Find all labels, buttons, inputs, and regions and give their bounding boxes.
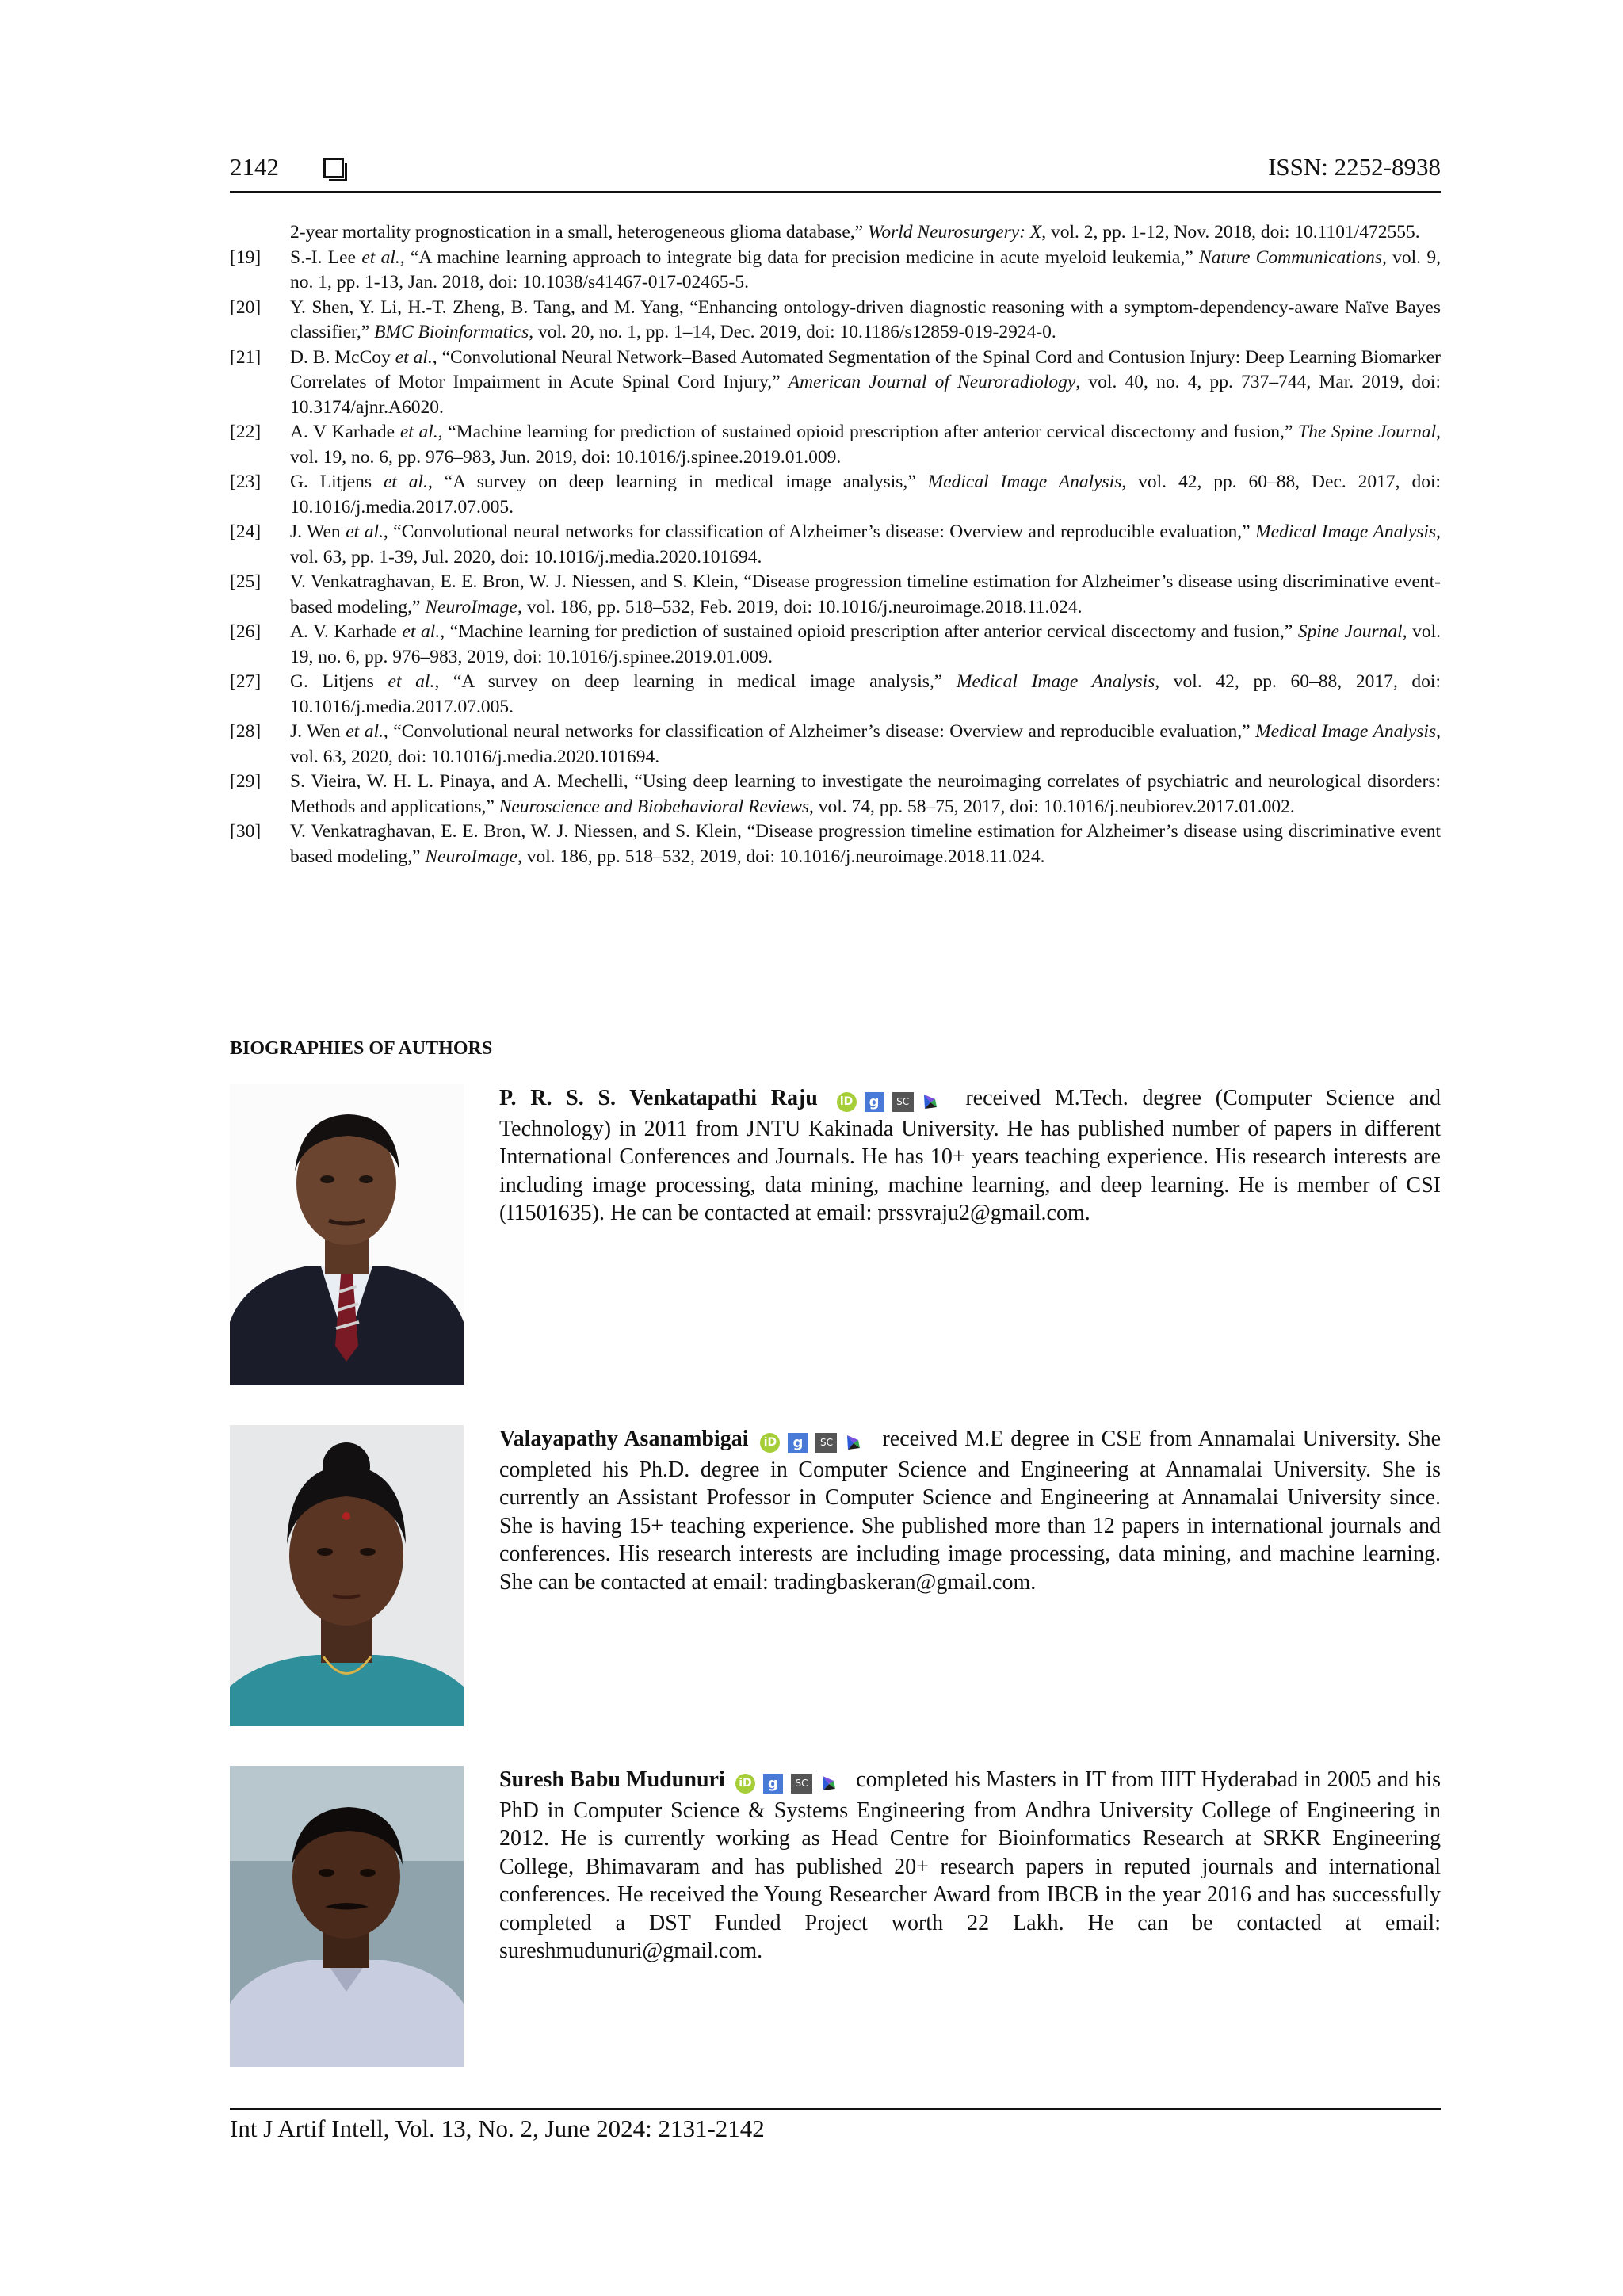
- page-number: 2142: [230, 153, 279, 181]
- reference-item: [230, 819, 1441, 869]
- reference-text: 2-year mortality prognostication in a small, heterogeneous glioma database,” World Neurosurgery: X, vol. 2, pp. 1-12, Nov. 2018, doi: 10.1101/472555.: [290, 222, 1420, 243]
- author-bio-text-1: [499, 1084, 1441, 1228]
- reference-item: [230, 296, 1441, 346]
- google-scholar-icon[interactable]: g: [763, 1774, 783, 1794]
- reference-text: A. V Karhade et al., “Machine learning for prediction of sustained opioid prescription after anterior cervical discectomy and fusion,” The Spine Journal, vol. 19, no. 6, pp. 976–983, Jun. 2019, doi: 10.1016/j.spinee.2019.01.009.: [290, 422, 1441, 468]
- author-bio-text-2: [499, 1425, 1441, 1596]
- author-photo-1: [230, 1084, 464, 1385]
- author-name-3: Suresh Babu Mudunuri: [499, 1767, 725, 1792]
- reference-text: S. Vieira, W. H. L. Pinaya, and A. Mechelli, “Using deep learning to investigate the neuroimaging correlates of psychiatric and neurological disorders: Methods and applications,” Neuroscience and Biobehavioral Reviews, vol. 74, pp. 58–75, 2017, doi: 10.1016/j.neubiorev.2017.01.002.: [290, 771, 1441, 817]
- google-scholar-icon[interactable]: g: [865, 1092, 884, 1112]
- reference-item: [230, 670, 1441, 720]
- author-name-1: P. R. S. S. Venkatapathi Raju: [499, 1086, 818, 1110]
- reference-item: [230, 520, 1441, 570]
- issn-label: ISSN: 2252-8938: [1268, 153, 1441, 181]
- reference-number: [30]: [230, 821, 262, 842]
- reference-item: [230, 770, 1441, 819]
- author-profile-icons-1: [837, 1087, 947, 1115]
- reference-item: [230, 620, 1441, 670]
- reference-number: [20]: [230, 296, 262, 318]
- reference-text: J. Wen et al., “Convolutional neural networks for classification of Alzheimer’s disease: Overview and reproducible evaluation,” Medical Image Analysis, vol. 63, pp. 1-39, Jul. 2020, doi: 10.1016/j.media.2020.101694.: [290, 521, 1441, 567]
- reference-item: [230, 346, 1441, 421]
- footer-citation: Int J Artif Intell, Vol. 13, No. 2, June 2024: 2131-2142: [230, 2115, 765, 2142]
- scopus-icon[interactable]: SC: [791, 1774, 812, 1794]
- reference-text: G. Litjens et al., “A survey on deep learning in medical image analysis,” Medical Image Analysis, vol. 42, pp. 60–88, Dec. 2017, doi: 10.1016/j.media.2017.07.005.: [290, 472, 1441, 518]
- orcid-icon[interactable]: iD: [837, 1092, 857, 1112]
- reference-item: [230, 420, 1441, 470]
- web-of-science-icon[interactable]: [845, 1434, 862, 1453]
- web-of-science-icon[interactable]: [922, 1093, 939, 1112]
- reference-item: [230, 470, 1441, 520]
- scopus-icon[interactable]: SC: [892, 1092, 914, 1112]
- reference-text: Y. Shen, Y. Li, H.-T. Zheng, B. Tang, and M. Yang, “Enhancing ontology-driven diagnostic reasoning with a symptom-dependency-aware Naïve Bayes classifier,” BMC Bioinformatics, vol. 20, no. 1, pp. 1–14, Dec. 2019, doi: 10.1186/s12859-019-2924-0.: [290, 296, 1441, 342]
- scopus-icon[interactable]: SC: [815, 1433, 837, 1453]
- author-description-2: received M.E degree in CSE from Annamalai University. She completed his Ph.D. degree in Computer Science and Engineering at Annamalai University. She is currently an Assistant Professor in Computer Science and Engineering at Annamalai University since. She is having 15+ teaching experience. She published more than 12 papers in international journals and conferences. His research interests are including image processing, data mining, and machine learning. She can be contacted at email: tradingbaskeran@gmail.com.: [499, 1427, 1441, 1595]
- reference-text: S.-I. Lee et al., “A machine learning approach to integrate big data for precision medicine in acute myeloid leukemia,” Nature Communications, vol. 9, no. 1, pp. 1-13, Jan. 2018, doi: 10.1038/s41467-017-02465-5.: [290, 246, 1441, 292]
- reference-number: [25]: [230, 571, 262, 592]
- reference-item: [230, 220, 1441, 246]
- biographies-heading: BIOGRAPHIES OF AUTHORS: [230, 1038, 493, 1059]
- reference-number: [28]: [230, 721, 262, 742]
- reference-number: [21]: [230, 346, 262, 368]
- author-description-1: received M.Tech. degree (Computer Science and Technology) in 2011 from JNTU Kakinada University. He has published number of papers in different International Conferences and Journals. He has 10+ years teaching experience. His research interests are including image processing, data mining, machine learning, and deep learning. He is member of CSI (I1501635). He can be contacted at email: prssvraju2@gmail.com.: [499, 1086, 1442, 1225]
- square-bullet-icon: [323, 158, 344, 178]
- reference-number: [19]: [230, 246, 262, 268]
- google-scholar-icon[interactable]: g: [788, 1433, 808, 1453]
- orcid-icon[interactable]: iD: [760, 1433, 780, 1453]
- reference-number: [23]: [230, 472, 262, 492]
- page-header: [230, 153, 1441, 193]
- reference-text: A. V. Karhade et al., “Machine learning for prediction of sustained opioid prescription after anterior cervical discectomy and fusion,” Spine Journal, vol. 19, no. 6, pp. 976–983, 2019, doi: 10.1016/j.spinee.2019.01.009.: [290, 621, 1441, 667]
- reference-number: [27]: [230, 671, 262, 692]
- reference-text: V. Venkatraghavan, E. E. Bron, W. J. Niessen, and S. Klein, “Disease progression timeline estimation for Alzheimer’s disease using discriminative event-based modeling,” NeuroImage, vol. 186, pp. 518–532, Feb. 2019, doi: 10.1016/j.neuroimage.2018.11.024.: [290, 571, 1441, 617]
- reference-number: [24]: [230, 521, 262, 542]
- reference-number: [29]: [230, 771, 262, 792]
- web-of-science-icon[interactable]: [820, 1775, 838, 1794]
- page-footer: [230, 2108, 1441, 2143]
- reference-text: V. Venkatraghavan, E. E. Bron, W. J. Niessen, and S. Klein, “Disease progression timeline estimation for Alzheimer’s disease using discriminative event based modeling,” NeuroImage, vol. 186, pp. 518–532, 2019, doi: 10.1016/j.neuroimage.2018.11.024.: [290, 821, 1441, 867]
- reference-list: [230, 220, 1441, 869]
- reference-number: [22]: [230, 422, 262, 442]
- author-profile-icons-3: [735, 1768, 846, 1797]
- author-profile-icons-2: [760, 1427, 870, 1456]
- reference-text: G. Litjens et al., “A survey on deep learning in medical image analysis,” Medical Image Analysis, vol. 42, pp. 60–88, 2017, doi: 10.1016/j.media.2017.07.005.: [290, 671, 1441, 717]
- author-photo-2: [230, 1425, 464, 1726]
- reference-item: [230, 246, 1441, 296]
- orcid-icon[interactable]: iD: [735, 1774, 755, 1794]
- reference-item: [230, 570, 1441, 620]
- reference-text: J. Wen et al., “Convolutional neural networks for classification of Alzheimer’s disease: Overview and reproducible evaluation,” Medical Image Analysis, vol. 63, 2020, doi: 10.1016/j.media.2020.101694.: [290, 721, 1441, 767]
- reference-item: [230, 720, 1441, 770]
- author-photo-3: [230, 1766, 464, 2067]
- author-name-2: Valayapathy Asanambigai: [499, 1427, 749, 1451]
- reference-text: D. B. McCoy et al., “Convolutional Neural Network–Based Automated Segmentation of the Spinal Cord and Contusion Injury: Deep Learning Biomarker Correlates of Motor Impairment in Acute Spinal Cord Injury,” American Journal of Neuroradiology, vol. 40, no. 4, pp. 737–744, Mar. 2019, doi: 10.3174/ajnr.A6020.: [290, 346, 1441, 418]
- reference-number: [26]: [230, 621, 262, 642]
- author-description-3: completed his Masters in IT from IIIT Hyderabad in 2005 and his PhD in Computer Science & Systems Engineering from Andhra University College of Engineering in 2012. He is currently working as Head Centre for Bioinformatics Research at SRKR Engineering College, Bhimavaram and has published 20+ research papers in reputed journals and international conferences. He received the Young Researcher Award from IBCB in the year 2016 and has successfully completed a DST Funded Project worth 22 Lakh. He can be contacted at email: sureshmudunuri@gmail.com.: [499, 1767, 1442, 1963]
- author-bio-text-3: [499, 1766, 1441, 1966]
